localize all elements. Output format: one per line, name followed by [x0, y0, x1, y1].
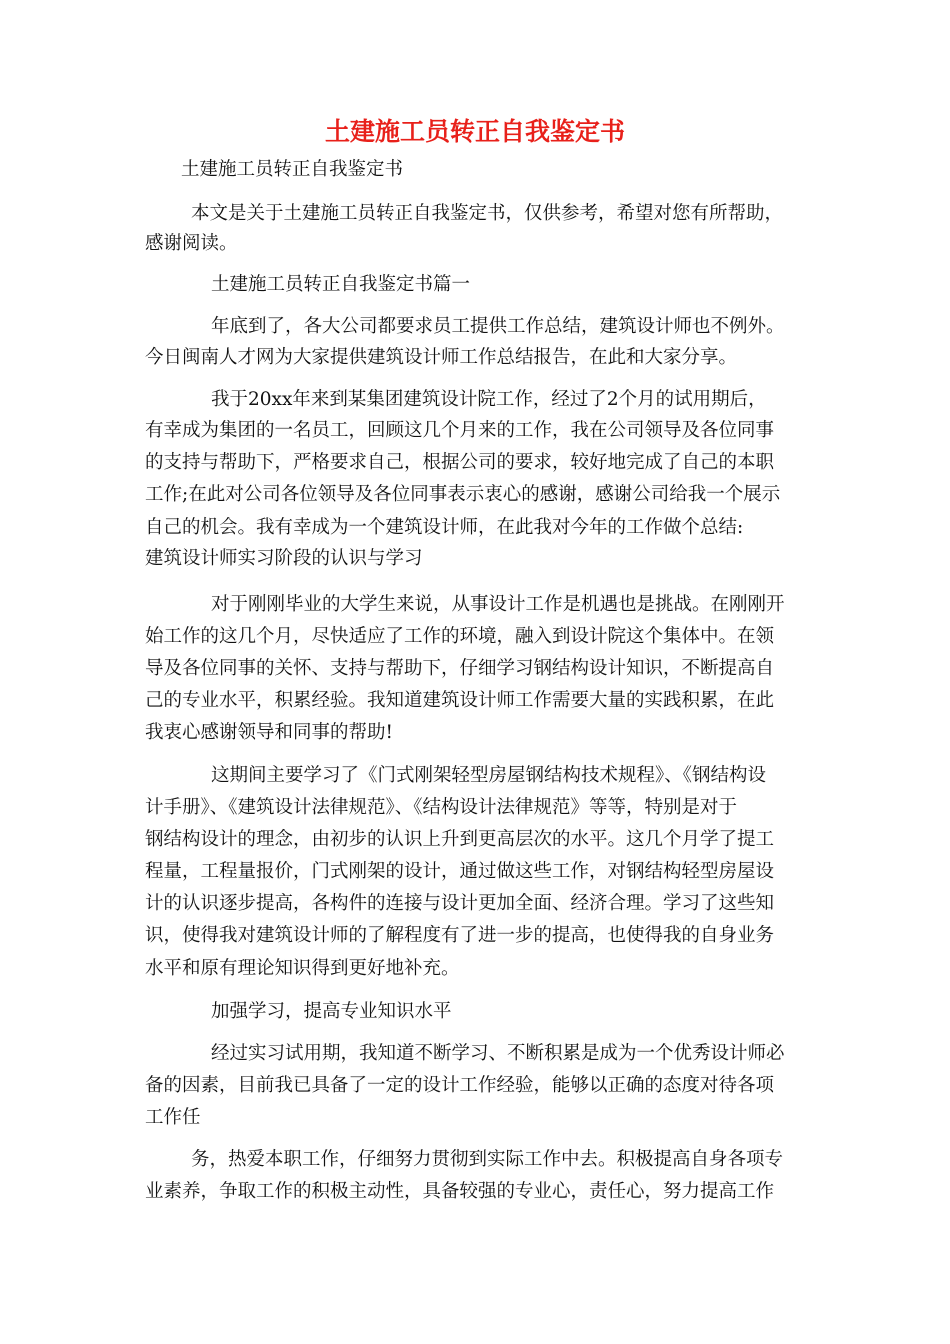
paragraph-line: 经过实习试用期，我知道不断学习、不断积累是成为一个优秀设计师必 — [211, 1043, 785, 1064]
paragraph-line: 的支持与帮助下，严格要求自己，根据公司的要求，较好地完成了自己的本职 — [145, 452, 775, 473]
paragraph-line: 己的专业水平，积累经验。我知道建筑设计师工作需要大量的实践积累，在此 — [145, 690, 775, 711]
document-title: 土建施工员转正自我鉴定书 — [324, 117, 625, 146]
document-subtitle: 土建施工员转正自我鉴定书 — [181, 159, 404, 180]
paragraph-line: 钢结构设计的理念，由初步的认识上升到更高层次的水平。这几个月学了提工 — [145, 829, 775, 850]
paragraph-line: 对于刚刚毕业的大学生来说，从事设计工作是机遇也是挑战。在刚刚开 — [211, 594, 785, 615]
paragraph-line: 工作;在此对公司各位领导及各位同事表示衷心的感谢，感谢公司给我一个展示 — [145, 484, 781, 505]
section-heading: 土建施工员转正自我鉴定书篇一 — [211, 274, 471, 295]
section-heading: 建筑设计师实习阶段的认识与学习 — [145, 548, 423, 569]
intro-line: 感谢阅读。 — [145, 233, 238, 254]
section-heading: 加强学习，提高专业知识水平 — [211, 1001, 452, 1022]
paragraph-line: 业素养，争取工作的积极主动性，具备较强的专业心，责任心，努力提高工作 — [145, 1181, 775, 1202]
paragraph-line: 程量，工程量报价，门式刚架的设计，通过做这些工作，对钢结构轻型房屋设 — [145, 861, 775, 882]
paragraph-line: 我于20xx年来到某集团建筑设计院工作，经过了2个月的试用期后， — [211, 389, 767, 410]
paragraph-line: 识，使得我对建筑设计师的了解程度有了进一步的提高，也使得我的自身业务 — [145, 925, 775, 946]
paragraph-line: 务，热爱本职工作，仔细努力贯彻到实际工作中去。积极提高自身各项专 — [191, 1149, 784, 1170]
paragraph-line: 计手册》、《建筑设计法律规范》、《结构设计法律规范》等等，特别是对于 — [145, 797, 738, 818]
paragraph-line: 工作任 — [145, 1107, 201, 1128]
paragraph-line: 自己的机会。我有幸成为一个建筑设计师，在此我对今年的工作做个总结: — [145, 517, 744, 538]
paragraph-line: 有幸成为集团的一名员工，回顾这几个月来的工作，我在公司领导及各位同事 — [145, 420, 775, 441]
intro-line: 本文是关于土建施工员转正自我鉴定书，仅供参考，希望对您有所帮助， — [191, 203, 784, 224]
paragraph-line: 我衷心感谢领导和同事的帮助! — [145, 722, 393, 743]
paragraph-line: 导及各位同事的关怀、支持与帮助下，仔细学习钢结构设计知识，不断提高自 — [145, 658, 775, 679]
paragraph-line: 备的因素，目前我已具备了一定的设计工作经验，能够以正确的态度对待各项 — [145, 1075, 775, 1096]
paragraph-line: 今日闽南人才网为大家提供建筑设计师工作总结报告，在此和大家分享。 — [145, 347, 738, 368]
paragraph-line: 这期间主要学习了《门式刚架轻型房屋钢结构技术规程》、《钢结构设 — [211, 765, 767, 786]
paragraph-line: 计的认识逐步提高，各构件的连接与设计更加全面、经济合理。学习了这些知 — [145, 893, 775, 914]
paragraph-line: 年底到了，各大公司都要求员工提供工作总结，建筑设计师也不例外。 — [211, 316, 785, 337]
paragraph-line: 水平和原有理论知识得到更好地补充。 — [145, 958, 460, 979]
paragraph-line: 始工作的这几个月，尽快适应了工作的环境，融入到设计院这个集体中。在领 — [145, 626, 775, 647]
